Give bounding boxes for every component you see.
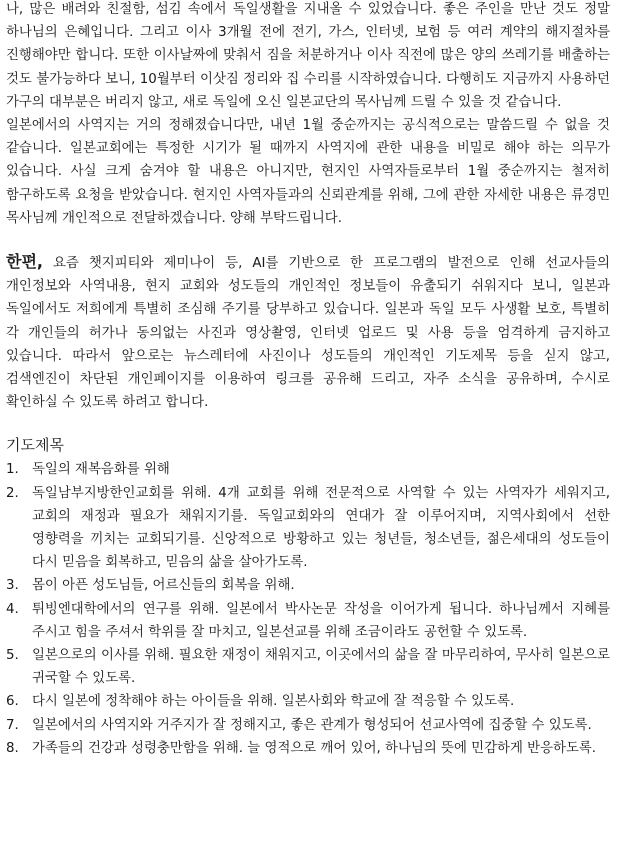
prayer-item-text: 독일의 재복음화를 위해 [32, 462, 170, 478]
prayer-item-number: 5. [6, 648, 19, 664]
prayer-item [6, 598, 610, 644]
prayer-section-title: 기도제목 [6, 436, 64, 455]
privacy-body-text: 요즘 챗지피티와 제미나이 등, AI를 기반으로 한 프로그램의 발전으로 인해 선교사들의 개인정보와 사역내용, 현지 교회와 성도들의 개인적인 정보들이 유출되기 쉬워지다 보니, 일본과 독일에서도 저희에게 특별히 조심해 주기를 당부하고 있습니다. 일본과 독일 모두 사생활 보호, 특별히 각 개인들의 허가나 동의없는 사진과 영상촬영, 인터넷 업로드 및 사용 등을 엄격하게 금지하고 있습니다. 따라서 앞으로는 뉴스레터에 사진이나 성도들의 개인적인 기도제목 등을 싣지 않고, 검색엔진이 차단된 개인페이지를 이용하여 링크를 공유해 드리고, 자주 소식을 공유하며, 수시로 확인하실 수 있도록 하려고 합니다. [6, 256, 610, 411]
prayer-item-text: 다시 일본에 정착해야 하는 아이들을 위해. 일본사회와 학교에 잘 적응할 수 있도록. [32, 694, 515, 710]
prayer-item [6, 644, 610, 690]
prayer-item-text: 일본으로의 이사를 위해. 필요한 재정이 채워지고, 이곳에서의 삶을 잘 마무리하여, 무사히 일본으로 귀국할 수 있도록. [32, 648, 610, 687]
prayer-item-text: 가족들의 건강과 성령충만함을 위해. 늘 영적으로 깨어 있어, 하나님의 뜻에 민감하게 반응하도록. [32, 740, 597, 756]
prayer-list [6, 458, 610, 760]
prayer-item-number: 7. [6, 717, 19, 733]
prayer-item-text: 일본에서의 사역지와 거주지가 잘 정해지고, 좋은 관계가 형성되어 선교사역에 집중할 수 있도록. [32, 717, 592, 733]
privacy-paragraph [6, 250, 610, 414]
prayer-item-text: 몸이 아픈 성도님들, 어르신들의 회복을 위해. [32, 578, 295, 594]
prayer-item-text: 독일남부지방한인교회를 위해. 4개 교회를 위해 전문적으로 사역할 수 있는 사역자가 세워지고, 교회의 재정과 필요가 채워지기를. 독일교회와의 연대가 잘 이루어지며, 지역사회에서 선한 영향력을 끼치는 교회되기를. 신앙적으로 방황하고 있는 청년들, 청소년들, 젊은세대의 성도들이 다시 믿음을 회복하고, 믿음의 삶을 살아가도록. [32, 485, 610, 571]
prayer-item [6, 690, 610, 713]
prayer-item-number: 6. [6, 694, 19, 710]
prayer-item-text: 튀빙엔대학에서의 연구를 위해. 일본에서 박사논문 작성을 이어가게 됩니다. 하나님께서 지혜를 주시고 힘을 주셔서 학위를 잘 마치고, 일본선교를 위해 조금이라도 공헌할 수 있도록. [32, 601, 610, 640]
ministry-location-paragraph: 일본에서의 사역지는 거의 정해졌습니다만, 내년 1월 중순까지는 공식적으로는 말씀드릴 수 없을 것 같습니다. 일본교회에는 특정한 시기가 될 때까지 사역지에 관한 내용을 비밀로 해야 하는 의무가 있습니다. 사실 크게 숨겨야 할 내용은 아니지만, 현지인 사역자들로부터 1월 중순까지는 철저히 함구하도록 요청을 받았습니다. 현지인 사역자들과의 신뢰관계를 위해, 그에 관한 자세한 내용은 류경민 목사님께 개인적으로 전달하겠습니다. 양해 부탁드립니다. [6, 118, 610, 226]
prayer-item-number: 8. [6, 740, 19, 756]
prayer-item [6, 574, 610, 597]
prayer-item-number: 3. [6, 578, 19, 594]
prayer-item [6, 458, 610, 481]
privacy-lead-word: 한편, [6, 252, 43, 272]
prayer-item-number: 1. [6, 462, 19, 478]
moving-paragraph: 나, 많은 배려와 친절함, 섬김 속에서 독일생활을 지내올 수 있었습니다. 좋은 주인을 만난 것도 정말 하나님의 은혜입니다. 그리고 이사 3개월 전에 전기, 가스, 인터넷, 보험 등 여러 계약의 해지절차를 진행해야만 합니다. 또한 이사날짜에 맞춰서 짐을 처분하거나 이사 직전에 많은 양의 쓰레기를 배출하는 것도 불가능하다 보니, 10월부터 이삿짐 정리와 집 수리를 시작하였습니다. 다행히도 지금까지 사용하던 가구의 대부분은 버리지 않고, 새로 독일에 오신 일본교단의 목사님께 드릴 수 있을 것 같습니다. [6, 2, 610, 110]
prayer-item [6, 737, 610, 760]
prayer-item [6, 714, 610, 737]
prayer-item-number: 4. [6, 601, 19, 617]
prayer-item [6, 482, 610, 575]
prayer-item-number: 2. [6, 485, 19, 501]
